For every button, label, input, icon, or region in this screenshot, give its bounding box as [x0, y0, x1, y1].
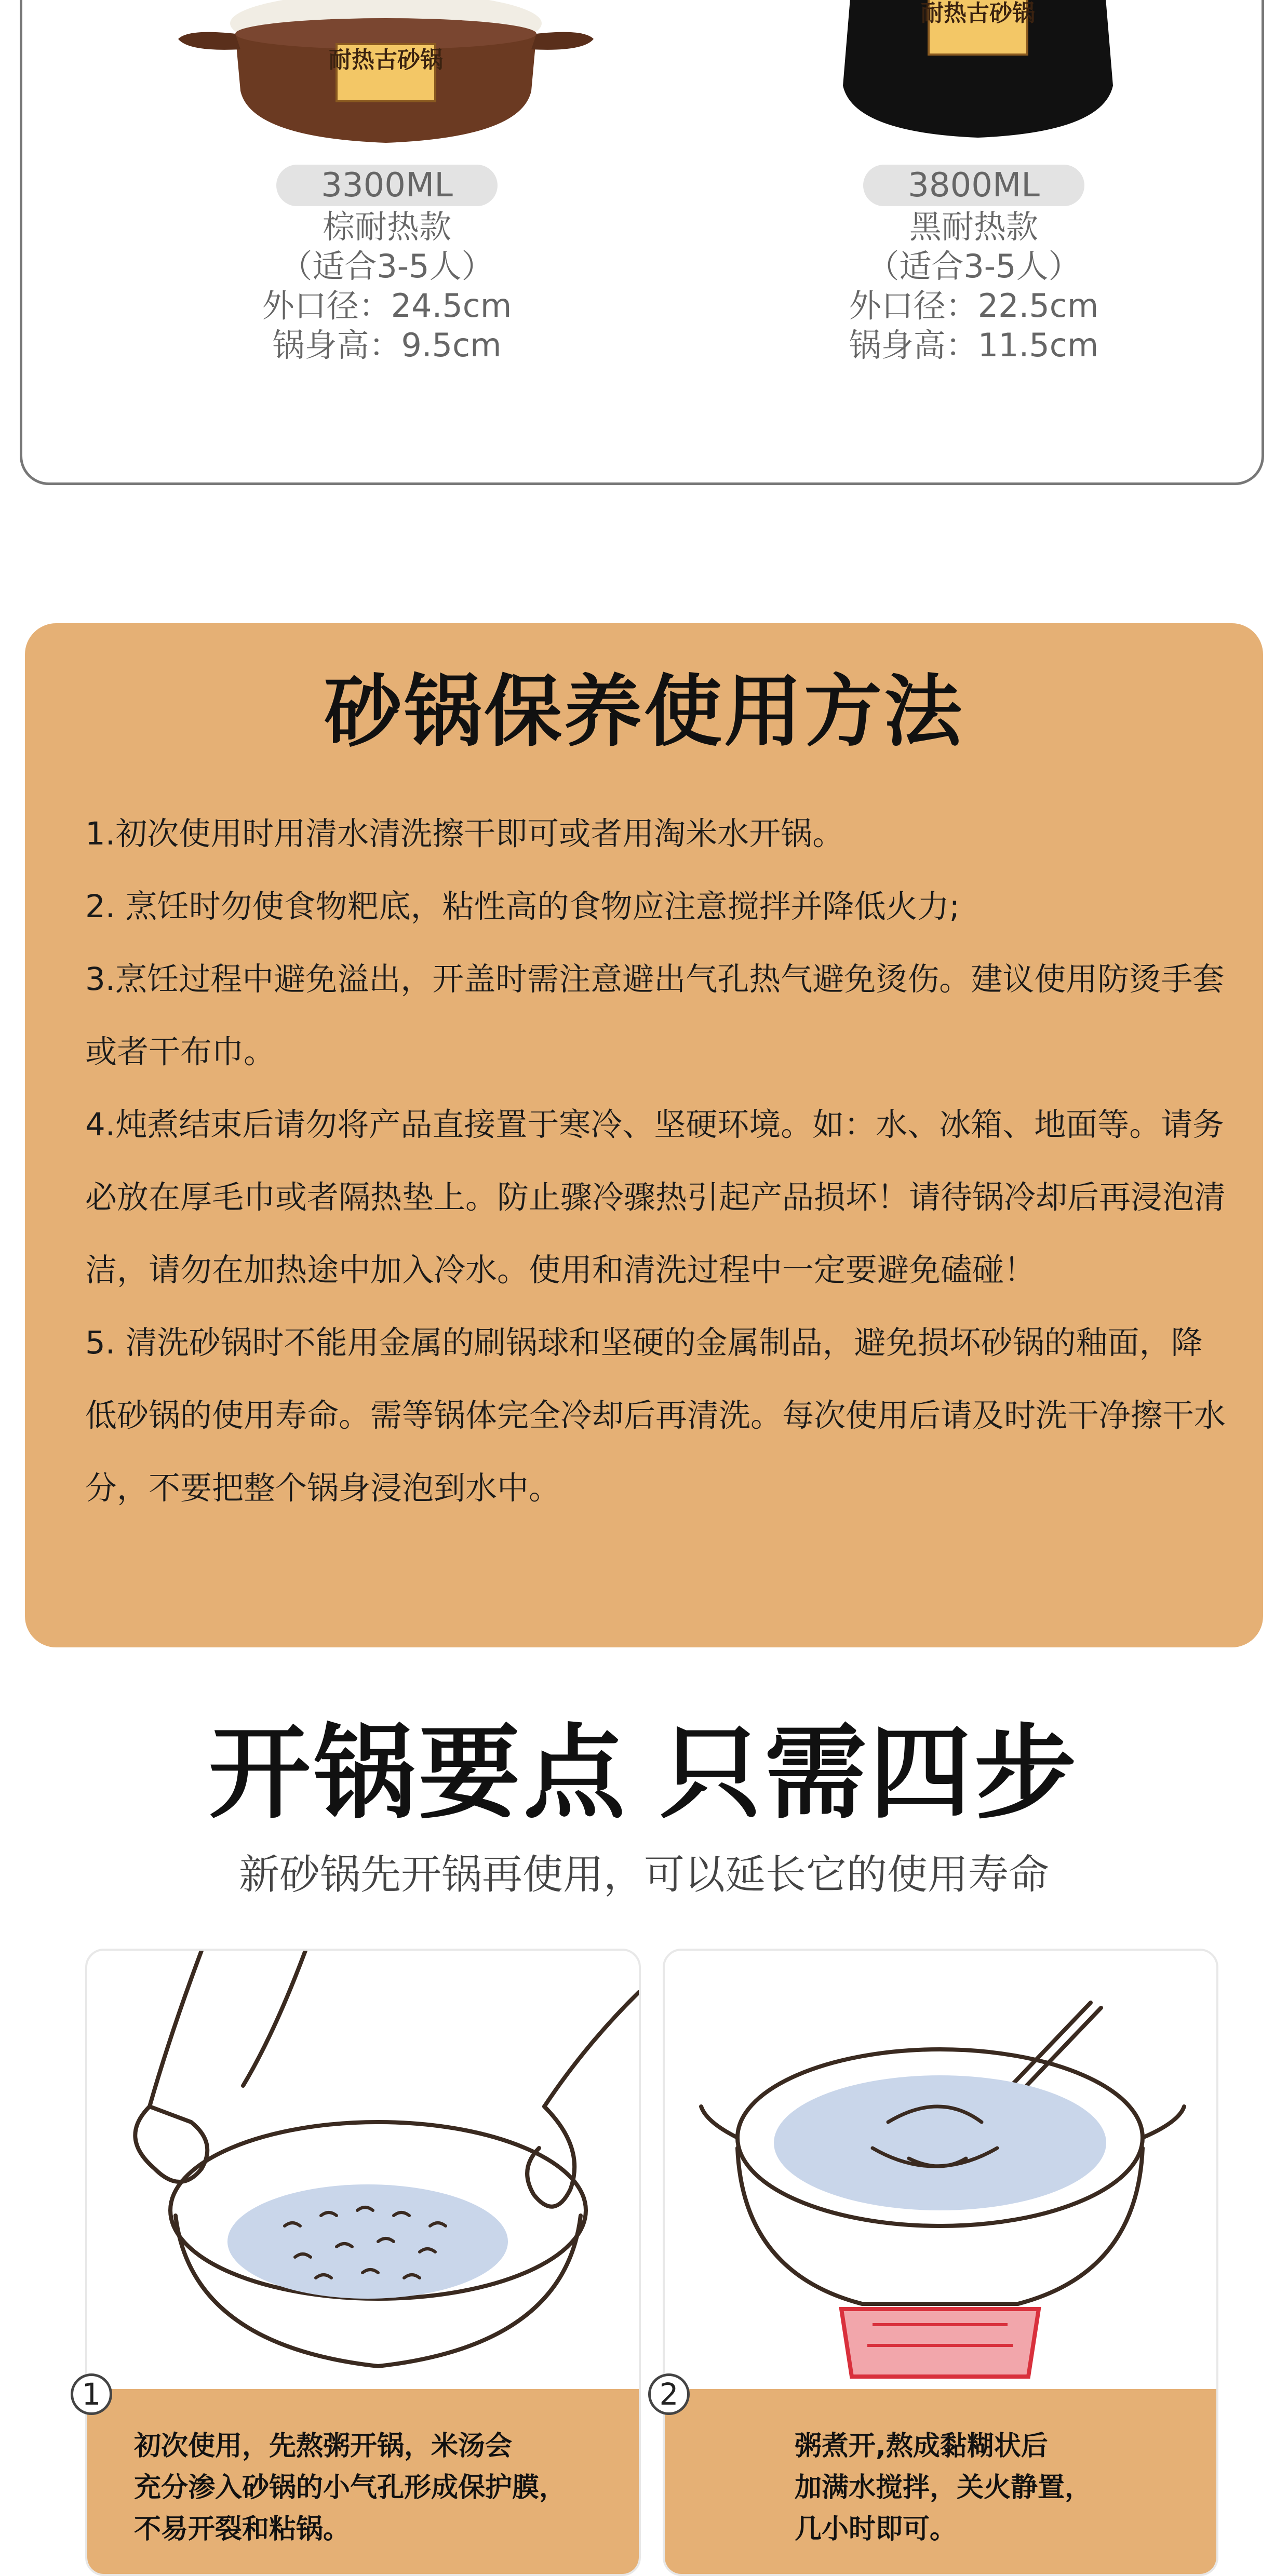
care-instructions-panel [25, 623, 1263, 1647]
care-item: 2. 烹饪时勿使食物粑底，粘性高的食物应注意搅拌并降低火力; [85, 888, 960, 925]
step-card-2 [663, 1949, 1218, 2576]
care-list [85, 798, 1228, 1525]
product-height: 锅身高：9.5cm [272, 326, 502, 364]
steps-title: 开锅要点 只需四步 [208, 1716, 1080, 1830]
product-diameter: 外口径：22.5cm [849, 287, 1099, 325]
step-card-1 [85, 1949, 641, 2576]
pot-label-text: 耐热古砂锅 [329, 47, 443, 73]
product-variants-card [20, 0, 1264, 485]
pot-label-text: 耐热古砂锅 [921, 0, 1035, 26]
product-people: （适合3-5人） [867, 247, 1081, 285]
step-caption [665, 2389, 1216, 2576]
product-diameter: 外口径：24.5cm [262, 287, 512, 325]
capacity-badge: 3300ML [276, 165, 498, 206]
product-info-black [792, 165, 1156, 365]
care-item: 4.炖煮结束后请勿将产品直接置于寒冷、坚硬环境。如：水、冰箱、地面等。请务必放在厚毛巾或者隔热垫上。防止骤冷骤热引起产品损坏！请待锅冷却后再浸泡清洁，请勿在加热途中加入冷水。使用和清洗过程中一定要避免磕碰！ [85, 1106, 1226, 1289]
care-title: 砂锅保养使用方法 [324, 668, 964, 755]
brown-clay-pot-image [157, 0, 614, 148]
care-item: 3.烹饪过程中避免溢出，开盖时需注意避出气孔热气避免烫伤。建议使用防烫手套或者干布巾。 [85, 961, 1225, 1070]
hands-washing-rice-icon [87, 1951, 639, 2397]
step-text: 初次使用，先熬粥开锅，米汤会 充分渗入砂锅的小气孔形成保护膜， 不易开裂和粘锅。 [134, 2431, 567, 2545]
product-name: 黑耐热款 [909, 208, 1038, 246]
step-text: 粥煮开,熬成黏糊状后 加满水搅拌，关火静置， 几小时即可。 [795, 2431, 1092, 2545]
black-clay-pot-image [749, 0, 1206, 148]
care-item: 1.初次使用时用清水清洗擦干即可或者用淘米水开锅。 [85, 815, 844, 852]
product-people: （适合3-5人） [280, 247, 494, 285]
product-info-brown [205, 165, 569, 365]
step-number-badge: 1 [71, 2373, 112, 2415]
capacity-badge: 3800ML [863, 165, 1084, 206]
step-number-badge: 2 [648, 2373, 690, 2415]
care-item: 5. 清洗砂锅时不能用金属的刷锅球和坚硬的金属制品，避免损坏砂锅的釉面，降低砂锅的使用寿命。需等锅体完全冷却后再清洗。每次使用后请及时洗干净擦干水分，不要把整个锅身浸泡到水中。 [85, 1324, 1226, 1507]
pot-on-flame-stirring-icon [665, 1951, 1216, 2397]
steps-subtitle: 新砂锅先开锅再使用，可以延长它的使用寿命 [238, 1852, 1049, 1898]
product-height: 锅身高：11.5cm [849, 326, 1099, 364]
step-caption [87, 2389, 639, 2576]
product-name: 棕耐热款 [322, 208, 451, 246]
